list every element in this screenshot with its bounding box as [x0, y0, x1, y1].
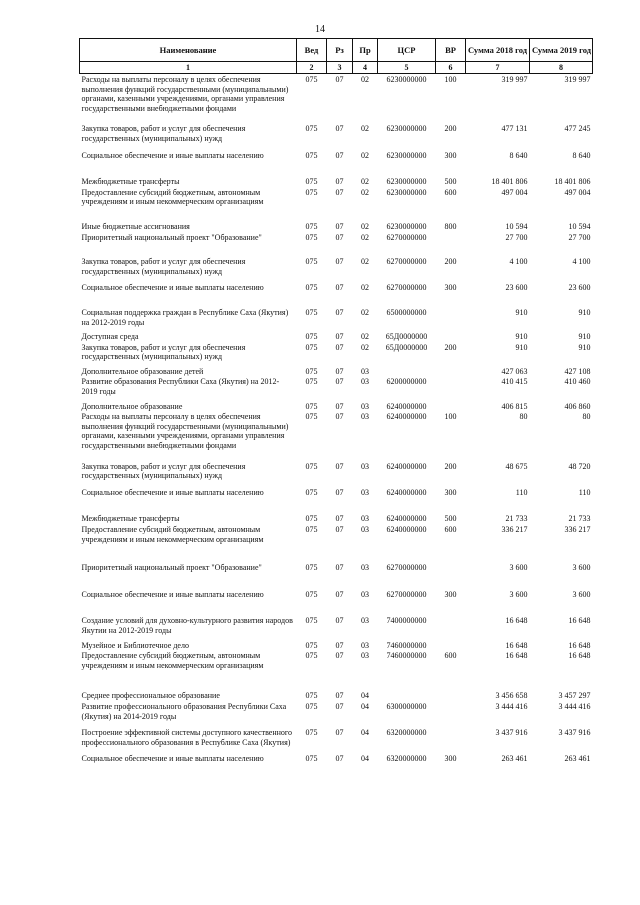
row-sum-2018: 3 437 916: [495, 728, 528, 738]
row-ved: 075: [305, 640, 318, 650]
table-row: [80, 160, 593, 187]
row-csr: 6500000000: [386, 307, 427, 317]
row-csr: 6300000000: [386, 701, 427, 711]
row-pr: 04: [361, 728, 369, 738]
row-pr: 02: [361, 150, 369, 160]
row-csr: 6230000000: [386, 221, 427, 231]
row-ved: 075: [305, 728, 318, 738]
row-sum-2018: 23 600: [505, 283, 528, 293]
table-row: [80, 497, 593, 524]
table-row: [80, 747, 593, 764]
header-pr: Пр: [353, 39, 378, 62]
row-pr: 03: [361, 589, 369, 599]
row-sum-2018: 27 700: [505, 232, 528, 242]
row-rz: 07: [335, 651, 344, 661]
row-name: Развитие образования Республики Саха (Якутия) на 2012-2019 годы: [81, 377, 280, 397]
row-sum-2019: 336 217: [564, 525, 591, 534]
row-sum-2018: 3 456 658: [495, 691, 528, 701]
row-rz: 07: [335, 377, 344, 387]
row-ved: 075: [305, 187, 318, 197]
column-number: 7: [466, 62, 530, 74]
row-sum-2018: 910: [515, 307, 528, 317]
row-vr: 200: [444, 124, 457, 134]
row-rz: 07: [335, 461, 344, 471]
row-name: Межбюджетные трансферты: [81, 514, 180, 524]
row-rz: 07: [335, 221, 344, 231]
row-rz: 07: [335, 514, 344, 524]
row-name: Приоритетный национальный проект "Образование": [81, 232, 262, 242]
row-sum-2018: 477 131: [501, 124, 528, 134]
row-ved: 075: [305, 342, 318, 352]
row-rz: 07: [335, 701, 344, 711]
table-row: [80, 650, 593, 670]
row-pr: 03: [361, 461, 369, 471]
row-ved: 075: [305, 525, 318, 534]
row-ved: 075: [305, 514, 318, 524]
table-row: [80, 207, 593, 232]
row-csr: 6270000000: [386, 563, 427, 573]
table-row: [80, 481, 593, 498]
row-ved: 075: [305, 691, 318, 701]
row-rz: 07: [335, 401, 344, 411]
row-sum-2019: 16 648: [568, 651, 591, 661]
row-name: Приоритетный национальный проект "Образование": [81, 563, 262, 573]
column-number: 8: [530, 62, 593, 74]
row-name: Иные бюджетные ассигнования: [81, 221, 190, 231]
row-vr: 600: [444, 525, 457, 534]
row-pr: 03: [361, 366, 369, 376]
row-ved: 075: [305, 651, 318, 661]
row-name: Социальная поддержка граждан в Республике Саха (Якутия) на 2012-2019 годы: [81, 307, 289, 327]
row-csr: 6240000000: [386, 412, 427, 422]
row-pr: 02: [361, 332, 369, 342]
table-row: [80, 411, 593, 450]
row-vr: [436, 636, 466, 651]
row-pr: 03: [361, 651, 369, 661]
row-sum-2018: 406 815: [501, 401, 528, 411]
row-name: Закупка товаров, работ и услуг для обеспечения государственных (муниципальных) нужд: [81, 257, 246, 276]
row-sum-2019: 910: [578, 342, 591, 352]
row-csr: 6320000000: [386, 754, 427, 764]
row-pr: 02: [361, 221, 369, 231]
row-name: Расходы на выплаты персоналу в целях обеспечения выполнения функций государственными (муниципальными) органами, казенными учреждениями, органами управления государственными внебюджетными фондами: [81, 412, 289, 451]
table-row: [80, 670, 593, 701]
row-rz: 07: [335, 342, 344, 352]
row-sum-2018: 8 640: [509, 150, 528, 160]
header-vr: ВР: [436, 39, 466, 62]
row-sum-2018: 427 063: [501, 366, 528, 376]
row-vr: 300: [444, 283, 457, 293]
row-vr: 200: [444, 257, 457, 267]
row-vr: 300: [444, 589, 457, 599]
row-rz: 07: [335, 525, 344, 534]
table-row: [80, 276, 593, 293]
row-name: Социальное обеспечение и иные выплаты населению: [81, 283, 264, 293]
row-sum-2019: 8 640: [572, 150, 591, 160]
column-number: 4: [353, 62, 378, 74]
row-vr: 300: [444, 487, 457, 497]
row-vr: 500: [444, 177, 457, 187]
row-rz: 07: [335, 487, 344, 497]
row-sum-2019: 3 600: [572, 589, 591, 599]
row-vr: 600: [444, 651, 457, 661]
row-pr: 02: [361, 257, 369, 267]
row-sum-2018: 3 600: [509, 589, 528, 599]
column-number: 5: [378, 62, 436, 74]
row-sum-2018: 48 675: [505, 461, 528, 471]
row-pr: 03: [361, 563, 369, 573]
row-pr: 03: [361, 514, 369, 524]
row-csr: 6230000000: [386, 187, 427, 197]
row-sum-2019: 16 648: [568, 640, 591, 650]
row-rz: 07: [335, 177, 344, 187]
row-sum-2019: 3 457 297: [558, 691, 591, 701]
table-row: [80, 74, 593, 114]
row-ved: 075: [305, 232, 318, 242]
row-sum-2019: 410 460: [564, 377, 591, 387]
row-pr: 03: [361, 525, 369, 534]
row-ved: 075: [305, 563, 318, 573]
row-pr: 02: [361, 75, 369, 84]
row-rz: 07: [335, 563, 344, 573]
row-rz: 07: [335, 187, 344, 197]
row-vr: 600: [444, 187, 457, 197]
row-ved: 075: [305, 366, 318, 376]
row-sum-2019: 3 444 416: [558, 701, 591, 711]
row-name: Социальное обеспечение и иные выплаты населению: [81, 150, 264, 160]
header-name: Наименование: [80, 39, 297, 62]
row-vr: [436, 376, 466, 396]
row-sum-2019: 427 108: [564, 366, 591, 376]
budget-table: [79, 38, 593, 764]
row-vr: 300: [444, 150, 457, 160]
row-csr: 6240000000: [386, 487, 427, 497]
column-number: 1: [80, 62, 297, 74]
row-vr: [436, 232, 466, 243]
table-row: [80, 721, 593, 747]
row-rz: 07: [335, 75, 344, 84]
column-number: 2: [297, 62, 327, 74]
row-sum-2018: 16 648: [505, 640, 528, 650]
row-csr: 65Д0000000: [385, 332, 428, 342]
row-sum-2018: 497 004: [501, 187, 528, 197]
row-rz: 07: [335, 366, 344, 376]
row-ved: 075: [305, 487, 318, 497]
row-sum-2018: 21 733: [505, 514, 528, 524]
row-sum-2019: 80: [582, 412, 591, 422]
row-vr: 800: [444, 221, 457, 231]
row-sum-2018: 16 648: [505, 616, 528, 626]
row-pr: 04: [361, 691, 369, 701]
row-rz: 07: [335, 640, 344, 650]
row-vr: [436, 293, 466, 327]
table-body: [80, 74, 593, 764]
row-csr: 6230000000: [386, 150, 427, 160]
table-row: [80, 376, 593, 396]
row-rz: 07: [335, 232, 344, 242]
header-sum-2018: Сумма 2018 год: [466, 39, 530, 62]
row-vr: 100: [444, 75, 457, 84]
row-ved: 075: [305, 257, 318, 267]
row-pr: 02: [361, 124, 369, 134]
row-csr: 6230000000: [386, 124, 427, 134]
row-sum-2018: 80: [519, 412, 528, 422]
row-vr: [436, 544, 466, 573]
table-row: [80, 573, 593, 600]
row-ved: 075: [305, 177, 318, 187]
row-vr: [436, 721, 466, 747]
row-ved: 075: [305, 377, 318, 387]
row-csr: [378, 670, 436, 701]
row-sum-2018: 3 444 416: [495, 701, 528, 711]
row-csr: 6200000000: [386, 377, 427, 387]
column-number: 3: [327, 62, 353, 74]
row-pr: 04: [361, 701, 369, 711]
row-sum-2019: 21 733: [568, 514, 591, 524]
table-row: [80, 701, 593, 721]
row-vr: [436, 327, 466, 342]
row-csr: 6230000000: [386, 177, 427, 187]
row-csr: 65Д0000000: [385, 342, 428, 352]
row-pr: 02: [361, 283, 369, 293]
row-pr: 03: [361, 616, 369, 626]
row-sum-2018: 3 600: [509, 563, 528, 573]
row-pr: 02: [361, 177, 369, 187]
row-pr: 03: [361, 412, 369, 422]
row-pr: 02: [361, 307, 369, 317]
row-rz: 07: [335, 691, 344, 701]
row-vr: 500: [444, 514, 457, 524]
row-sum-2019: 497 004: [564, 187, 591, 197]
row-name: Доступная среда: [81, 332, 139, 342]
row-ved: 075: [305, 412, 318, 422]
row-sum-2019: 3 600: [572, 563, 591, 573]
row-sum-2018: 110: [515, 487, 528, 497]
row-ved: 075: [305, 150, 318, 160]
table-header: [80, 39, 593, 74]
row-csr: 6240000000: [386, 525, 427, 534]
row-ved: 075: [305, 401, 318, 411]
row-rz: 07: [335, 616, 344, 626]
table-row: [80, 524, 593, 544]
row-ved: 075: [305, 461, 318, 471]
row-name: Закупка товаров, работ и услуг для обеспечения государственных (муниципальных) нужд: [81, 124, 246, 143]
row-csr: 6230000000: [386, 75, 427, 84]
row-name: Предоставление субсидий бюджетным, автономным учреждениям и иным некоммерческим организациям: [81, 525, 264, 544]
row-sum-2018: 336 217: [501, 525, 528, 534]
table-row: [80, 544, 593, 573]
row-name: Музейное и Библиотечное дело: [81, 640, 189, 650]
row-csr: 6270000000: [386, 283, 427, 293]
row-pr: 04: [361, 754, 369, 764]
row-name: Дополнительное образование: [81, 401, 183, 411]
row-name: Закупка товаров, работ и услуг для обеспечения государственных (муниципальных) нужд: [81, 342, 246, 362]
table-row: [80, 362, 593, 377]
row-pr: 03: [361, 377, 369, 387]
row-name: Создание условий для духовно-культурного развития народов Якутии на 2012-2019 годы: [81, 616, 293, 635]
row-sum-2019: 263 461: [564, 754, 591, 764]
row-name: Социальное обеспечение и иные выплаты населению: [81, 487, 264, 497]
row-sum-2019: 23 600: [568, 283, 591, 293]
row-sum-2018: 263 461: [501, 754, 528, 764]
column-number: 6: [436, 62, 466, 74]
row-sum-2018: 910: [515, 332, 528, 342]
row-vr: 100: [444, 412, 457, 422]
row-ved: 075: [305, 701, 318, 711]
row-rz: 07: [335, 589, 344, 599]
row-ved: 075: [305, 124, 318, 134]
table-row: [80, 327, 593, 342]
row-csr: 7400000000: [386, 616, 427, 626]
row-csr: 6270000000: [386, 257, 427, 267]
row-sum-2019: 110: [578, 487, 591, 497]
row-rz: 07: [335, 283, 344, 293]
row-sum-2019: 910: [578, 307, 591, 317]
row-rz: 07: [335, 124, 344, 134]
table-row: [80, 636, 593, 651]
row-ved: 075: [305, 332, 318, 342]
table-row: [80, 599, 593, 635]
row-sum-2018: 4 100: [509, 257, 528, 267]
table-row: [80, 113, 593, 143]
row-vr: [436, 397, 466, 412]
header-rz: Рз: [327, 39, 353, 62]
row-csr: 7460000000: [386, 651, 427, 661]
table-row: [80, 342, 593, 362]
row-sum-2019: 10 594: [568, 221, 591, 231]
row-rz: 07: [335, 728, 344, 738]
row-ved: 075: [305, 221, 318, 231]
row-ved: 075: [305, 307, 318, 317]
row-ved: 075: [305, 75, 318, 84]
row-sum-2018: 410 415: [501, 377, 528, 387]
row-pr: 02: [361, 187, 369, 197]
row-sum-2018: 10 594: [505, 221, 528, 231]
row-pr: 03: [361, 487, 369, 497]
table-row: [80, 293, 593, 327]
row-ved: 075: [305, 283, 318, 293]
page-number: 14: [315, 24, 325, 35]
row-sum-2019: 319 997: [564, 75, 591, 84]
row-rz: 07: [335, 754, 344, 764]
row-sum-2019: 477 245: [564, 124, 591, 134]
table-row: [80, 242, 593, 276]
row-name: Среднее профессиональное образование: [81, 691, 220, 701]
row-name: Социальное обеспечение и иные выплаты населению: [81, 589, 264, 599]
row-csr: 7460000000: [386, 640, 427, 650]
row-vr: [436, 701, 466, 721]
row-ved: 075: [305, 616, 318, 626]
row-name: Закупка товаров, работ и услуг для обеспечения государственных (муниципальных) нужд: [81, 461, 246, 481]
table-row: [80, 187, 593, 207]
row-rz: 07: [335, 412, 344, 422]
row-csr: 6240000000: [386, 514, 427, 524]
row-ved: 075: [305, 589, 318, 599]
row-name: Построение эффективной системы доступного качественного профессионального образования в Республике Саха (Якутия): [81, 728, 293, 747]
row-name: Расходы на выплаты персоналу в целях обеспечения выполнения функций государственными (муниципальными) органами, казенными учреждениями, органами управления государственными внебюджетными фондами: [81, 75, 289, 113]
row-pr: 02: [361, 342, 369, 352]
row-rz: 07: [335, 150, 344, 160]
header-sum-2019: Сумма 2019 год: [530, 39, 593, 62]
row-sum-2018: 910: [515, 342, 528, 352]
row-pr: 03: [361, 401, 369, 411]
row-name: Межбюджетные трансферты: [81, 177, 180, 187]
row-vr: [436, 362, 466, 377]
table-row: [80, 144, 593, 161]
row-rz: 07: [335, 257, 344, 267]
row-name: Развитие профессионального образования Республики Саха (Якутия) на 2014-2019 годы: [81, 701, 287, 721]
row-pr: 03: [361, 640, 369, 650]
table-row: [80, 397, 593, 412]
row-rz: 07: [335, 332, 344, 342]
header-ved: Вед: [297, 39, 327, 62]
row-sum-2019: 4 100: [572, 257, 591, 267]
row-vr: [436, 599, 466, 635]
header-csr: ЦСР: [378, 39, 436, 62]
table-row: [80, 232, 593, 243]
row-sum-2019: 910: [578, 332, 591, 342]
row-sum-2018: 16 648: [505, 651, 528, 661]
row-vr: 300: [444, 754, 457, 764]
row-vr: 200: [444, 342, 457, 352]
row-vr: [436, 670, 466, 701]
row-name: Предоставление субсидий бюджетным, автономным учреждениям и иным некоммерческим организациям: [81, 187, 264, 207]
row-csr: 6240000000: [386, 461, 427, 471]
row-sum-2019: 406 860: [564, 401, 591, 411]
row-pr: 02: [361, 232, 369, 242]
row-rz: 07: [335, 307, 344, 317]
row-sum-2018: 319 997: [501, 75, 528, 84]
row-sum-2019: 18 401 806: [554, 177, 591, 187]
row-name: Социальное обеспечение и иные выплаты населению: [81, 754, 264, 764]
row-sum-2018: 18 401 806: [491, 177, 528, 187]
row-ved: 075: [305, 754, 318, 764]
row-sum-2019: 16 648: [568, 616, 591, 626]
row-csr: [378, 362, 436, 377]
row-sum-2019: 48 720: [568, 461, 591, 471]
row-csr: 6240000000: [386, 401, 427, 411]
table-row: [80, 451, 593, 481]
row-vr: 200: [444, 461, 457, 471]
row-csr: 6270000000: [386, 232, 427, 242]
row-csr: 6270000000: [386, 589, 427, 599]
row-name: Предоставление субсидий бюджетным, автономным учреждениям и иным некоммерческим организациям: [81, 651, 264, 670]
row-csr: 6320000000: [386, 728, 427, 738]
row-sum-2019: 27 700: [568, 232, 591, 242]
row-name: Дополнительное образование детей: [81, 366, 204, 376]
row-sum-2019: 3 437 916: [558, 728, 591, 738]
